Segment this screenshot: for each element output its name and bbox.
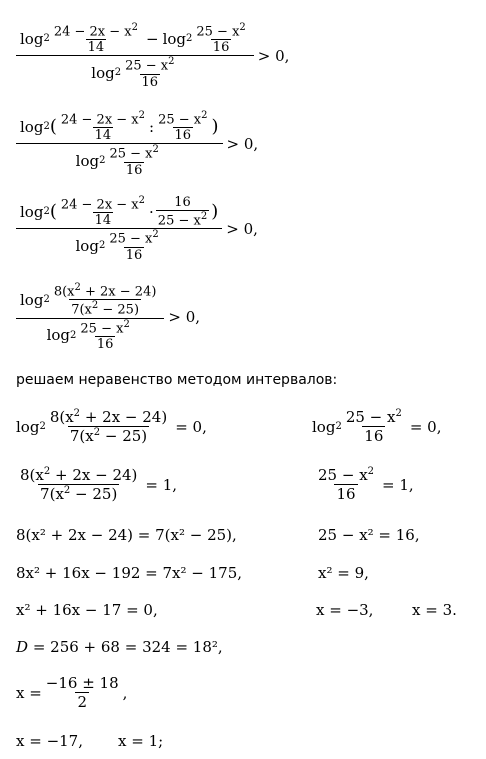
main-fraction: log 2 $\frac{24 - 2x - x^2}{14}$ − log 2 $\frac{25 - x^2}{16}$ log 2 $\frac{25 - x^2}{16}$ [18, 22, 252, 90]
discriminant: D = 256 + 68 = 324 = 18², [16, 638, 223, 656]
left-eq-5: x² + 16x − 17 = 0, [16, 601, 158, 619]
method-text: решаем неравенство методом интервалов: [16, 372, 338, 388]
step-2: log 2 ( $\frac{24 - 2x - x^2}{14}$ : $\frac{25 - x^2}{16}$ ) log 2 $\frac{25 - x^2}{16}$ > 0, [16, 110, 262, 178]
left-eq-1: log 2 $\frac{8(x^2 + 2x - 24)}{7(x^2 - 25)}$ = 0, [16, 408, 207, 445]
right-eq-3: 25 − x² = 16, [318, 526, 420, 544]
right-eq-1: log 2 $\frac{25 - x^2}{16}$ = 0, [312, 408, 442, 445]
left-eq-4: 8x² + 16x − 192 = 7x² − 175, [16, 564, 243, 582]
log-fn: log [20, 29, 44, 48]
left-eq-3: 8(x² + 2x − 24) = 7(x² − 25), [16, 526, 237, 544]
root-2: x = 1; [118, 732, 164, 750]
left-eq-2: $\frac{8(x^2 + 2x - 24)}{7(x^2 - 25)}$ = 1, [20, 466, 178, 503]
step-1 [16, 22, 293, 90]
step-3: log 2 ( $\frac{24 - 2x - x^2}{14}$ · $\frac{16}{25 - x^2}$ ) log 2 $\frac{25 - x^2}{16}$ > 0, [16, 195, 262, 263]
right-eq-5b: x = 3. [412, 601, 457, 619]
relation: > 0, [257, 46, 290, 65]
right-eq-2: $\frac{25 - x^2}{16}$ = 1, [318, 466, 414, 503]
step-4: log 2 $\frac{8(x^2 + 2x - 24)}{7(x^2 - 25)}$ log 2 $\frac{25 - x^2}{16}$ > 0, [16, 282, 204, 352]
right-eq-5a: x = −3, [316, 601, 374, 619]
roots-formula: x = $\frac{-16 \pm 18}{2}$ , [16, 674, 128, 711]
root-1: x = −17, [16, 732, 83, 750]
right-eq-4: x² = 9, [318, 564, 369, 582]
